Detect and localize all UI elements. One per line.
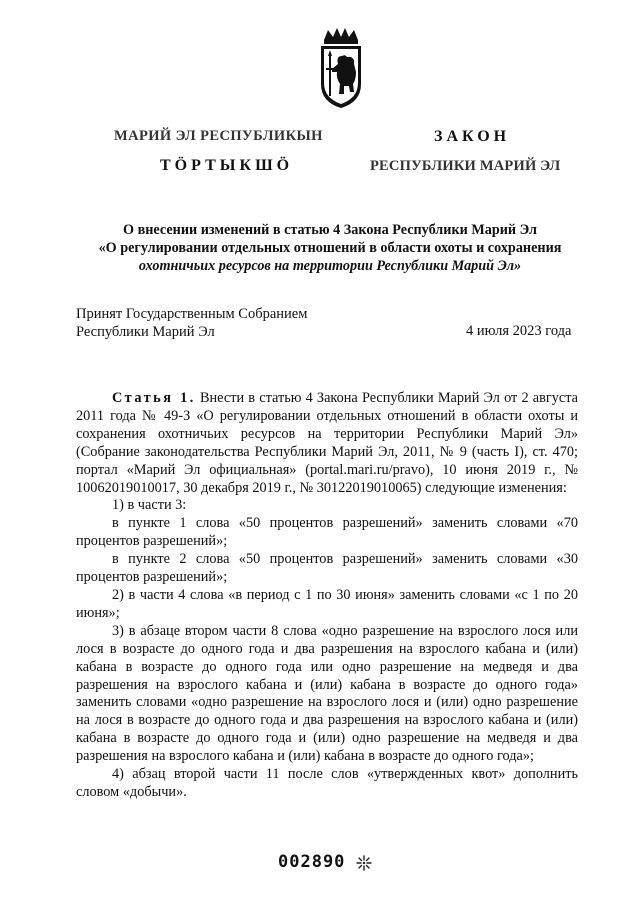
header-republic-mari: МАРИЙ ЭЛ РЕСПУБЛИКЫН xyxy=(114,128,323,144)
article-intro-text: Внести в статью 4 Закона Республики Марий Эл от 2 августа 2011 года № 49-З «О регулировании отдельных отношений в области охоты и сохранения охотничьих ресурсов на территории Республики Марий Эл» (Собрание законодательства Республики Марий Эл, 2011, № 9 (часть I), ст. 470; портал «Марий Эл официальная» (portal.mari.ru/pravo), 10 июня 2019 г., № 10062019010017, 30 декабря 2019 г., № 30122019010065) следующие изменения: xyxy=(76,390,578,496)
asterisk-seal-icon xyxy=(356,855,372,871)
adoption-line: Республики Марий Эл xyxy=(76,324,215,340)
amendment-item-4: 4) абзац второй части 11 после слов «утвержденных квот» дополнить словом «добычи». xyxy=(76,766,578,800)
article-intro-paragraph xyxy=(76,390,578,497)
amendment-item-1: 1) в части 3: xyxy=(112,497,187,514)
adoption-date: 4 июля 2023 года xyxy=(466,323,572,339)
document-serial-number: 002890 xyxy=(278,852,346,872)
header-law-title-mari: ТӦРТЫКШӦ xyxy=(160,157,294,174)
article-label: Статья 1. xyxy=(112,390,196,406)
amendment-item-2: 2) в части 4 слова «в период с 1 по 30 июня» заменить словами «с 1 по 20 июня»; xyxy=(76,586,578,621)
law-title-line: «О регулировании отдельных отношений в области охоты и сохранения xyxy=(98,240,562,256)
adoption-statement xyxy=(76,305,307,341)
law-title xyxy=(70,221,590,275)
adoption-line: Принят Государственным Собранием xyxy=(76,306,308,322)
amendment-item-1b: в пункте 2 слова «50 процентов разрешений» заменить словами «30 процентов разрешений»; xyxy=(76,551,578,586)
law-title-line: О внесении изменений в статью 4 Закона Республики Марий Эл xyxy=(122,222,538,238)
law-title-line: охотничьих ресурсов на территории Республики Марий Эл» xyxy=(138,258,522,274)
header-law-title: ЗАКОН xyxy=(434,128,511,145)
article-body xyxy=(76,390,578,802)
header-republic-russian: РЕСПУБЛИКИ МАРИЙ ЭЛ xyxy=(370,158,561,174)
coat-of-arms-icon xyxy=(318,26,364,110)
amendment-item-3: 3) в абзаце втором части 8 слова «одно разрешение на взрослого лося или лося в возрасте до одного года и два разрешения на взрослого кабана и (или) кабана в возрасте до одного года или одно разрешение на медведя и два разрешения на взрослого кабана и (или) кабана в возрасте до одного года» заменить словами «одно разрешение на взрослого лося и (или) одно разрешение на лося в возрасте до одного года и два разрешения на взрослого кабана и (или) кабана в возрасте до одного года и (или) одно разрешение на медведя и два разрешения на взрослого кабана и (или) кабана в возрасте до одного года»; xyxy=(76,622,578,765)
amendment-item-1a: в пункте 1 слова «50 процентов разрешений» заменить словами «70 процентов разрешений»; xyxy=(76,515,578,550)
